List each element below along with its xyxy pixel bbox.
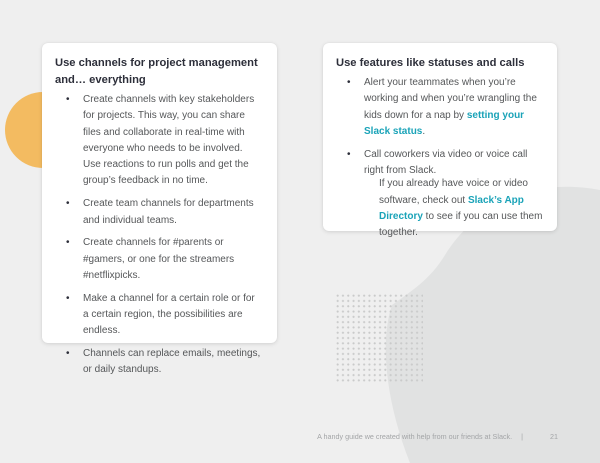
footer-separator: | bbox=[521, 432, 523, 441]
bullet-icon: • bbox=[66, 292, 70, 304]
bullet-icon: • bbox=[347, 77, 351, 88]
slack-status-link[interactable]: setting your Slack status bbox=[364, 109, 525, 137]
app-directory-paragraph: If you already have voice or video software, check out Slack’s App Directory to see if you can use them together. bbox=[379, 178, 543, 239]
list-item: • Channels can replace emails, meetings, or daily standups. bbox=[66, 348, 261, 376]
card-title: Use features like statuses and calls bbox=[336, 57, 525, 69]
page-number: 21 bbox=[550, 432, 558, 441]
list-item: • Call coworkers via video or voice call right from Slack. bbox=[347, 148, 528, 176]
list-item: • Make a channel for a certain role or for a certain region, the possibilities are endless. bbox=[66, 292, 255, 337]
channels-tips-list bbox=[55, 92, 263, 379]
footer-text: A handy guide we created with help from our friends at Slack. bbox=[317, 432, 513, 441]
bullet-icon: • bbox=[66, 198, 70, 210]
bullet-icon: • bbox=[66, 94, 70, 105]
bullet-icon: • bbox=[347, 148, 351, 160]
list-item: • Create team channels for departments and individual teams. bbox=[66, 198, 254, 226]
page-footer bbox=[317, 432, 530, 441]
list-item: • Create channels for #parents or #gamers, or one for the streamers #netflixpicks. bbox=[66, 237, 235, 281]
statuses-calls-card bbox=[323, 43, 557, 239]
decorative-dot-grid bbox=[335, 293, 423, 383]
list-item: • Alert your teammates when you’re working and when you’re wrangling the kids down for a nap by setting your Slack status. bbox=[347, 77, 537, 137]
bullet-icon: • bbox=[66, 237, 70, 249]
channels-tips-card bbox=[42, 43, 277, 376]
app-directory-link[interactable]: Slack’s App Directory bbox=[379, 194, 524, 222]
card-title: Use channels for project management and… everything bbox=[55, 57, 258, 86]
features-list bbox=[336, 75, 543, 179]
list-item: • Create channels with key stakeholders for projects. This way, you can share files and collaborate in real-time with everyone who needs to be involved. Use reactions to run polls and get the group’s feedback in no time. bbox=[66, 94, 255, 187]
bullet-icon: • bbox=[66, 348, 70, 360]
